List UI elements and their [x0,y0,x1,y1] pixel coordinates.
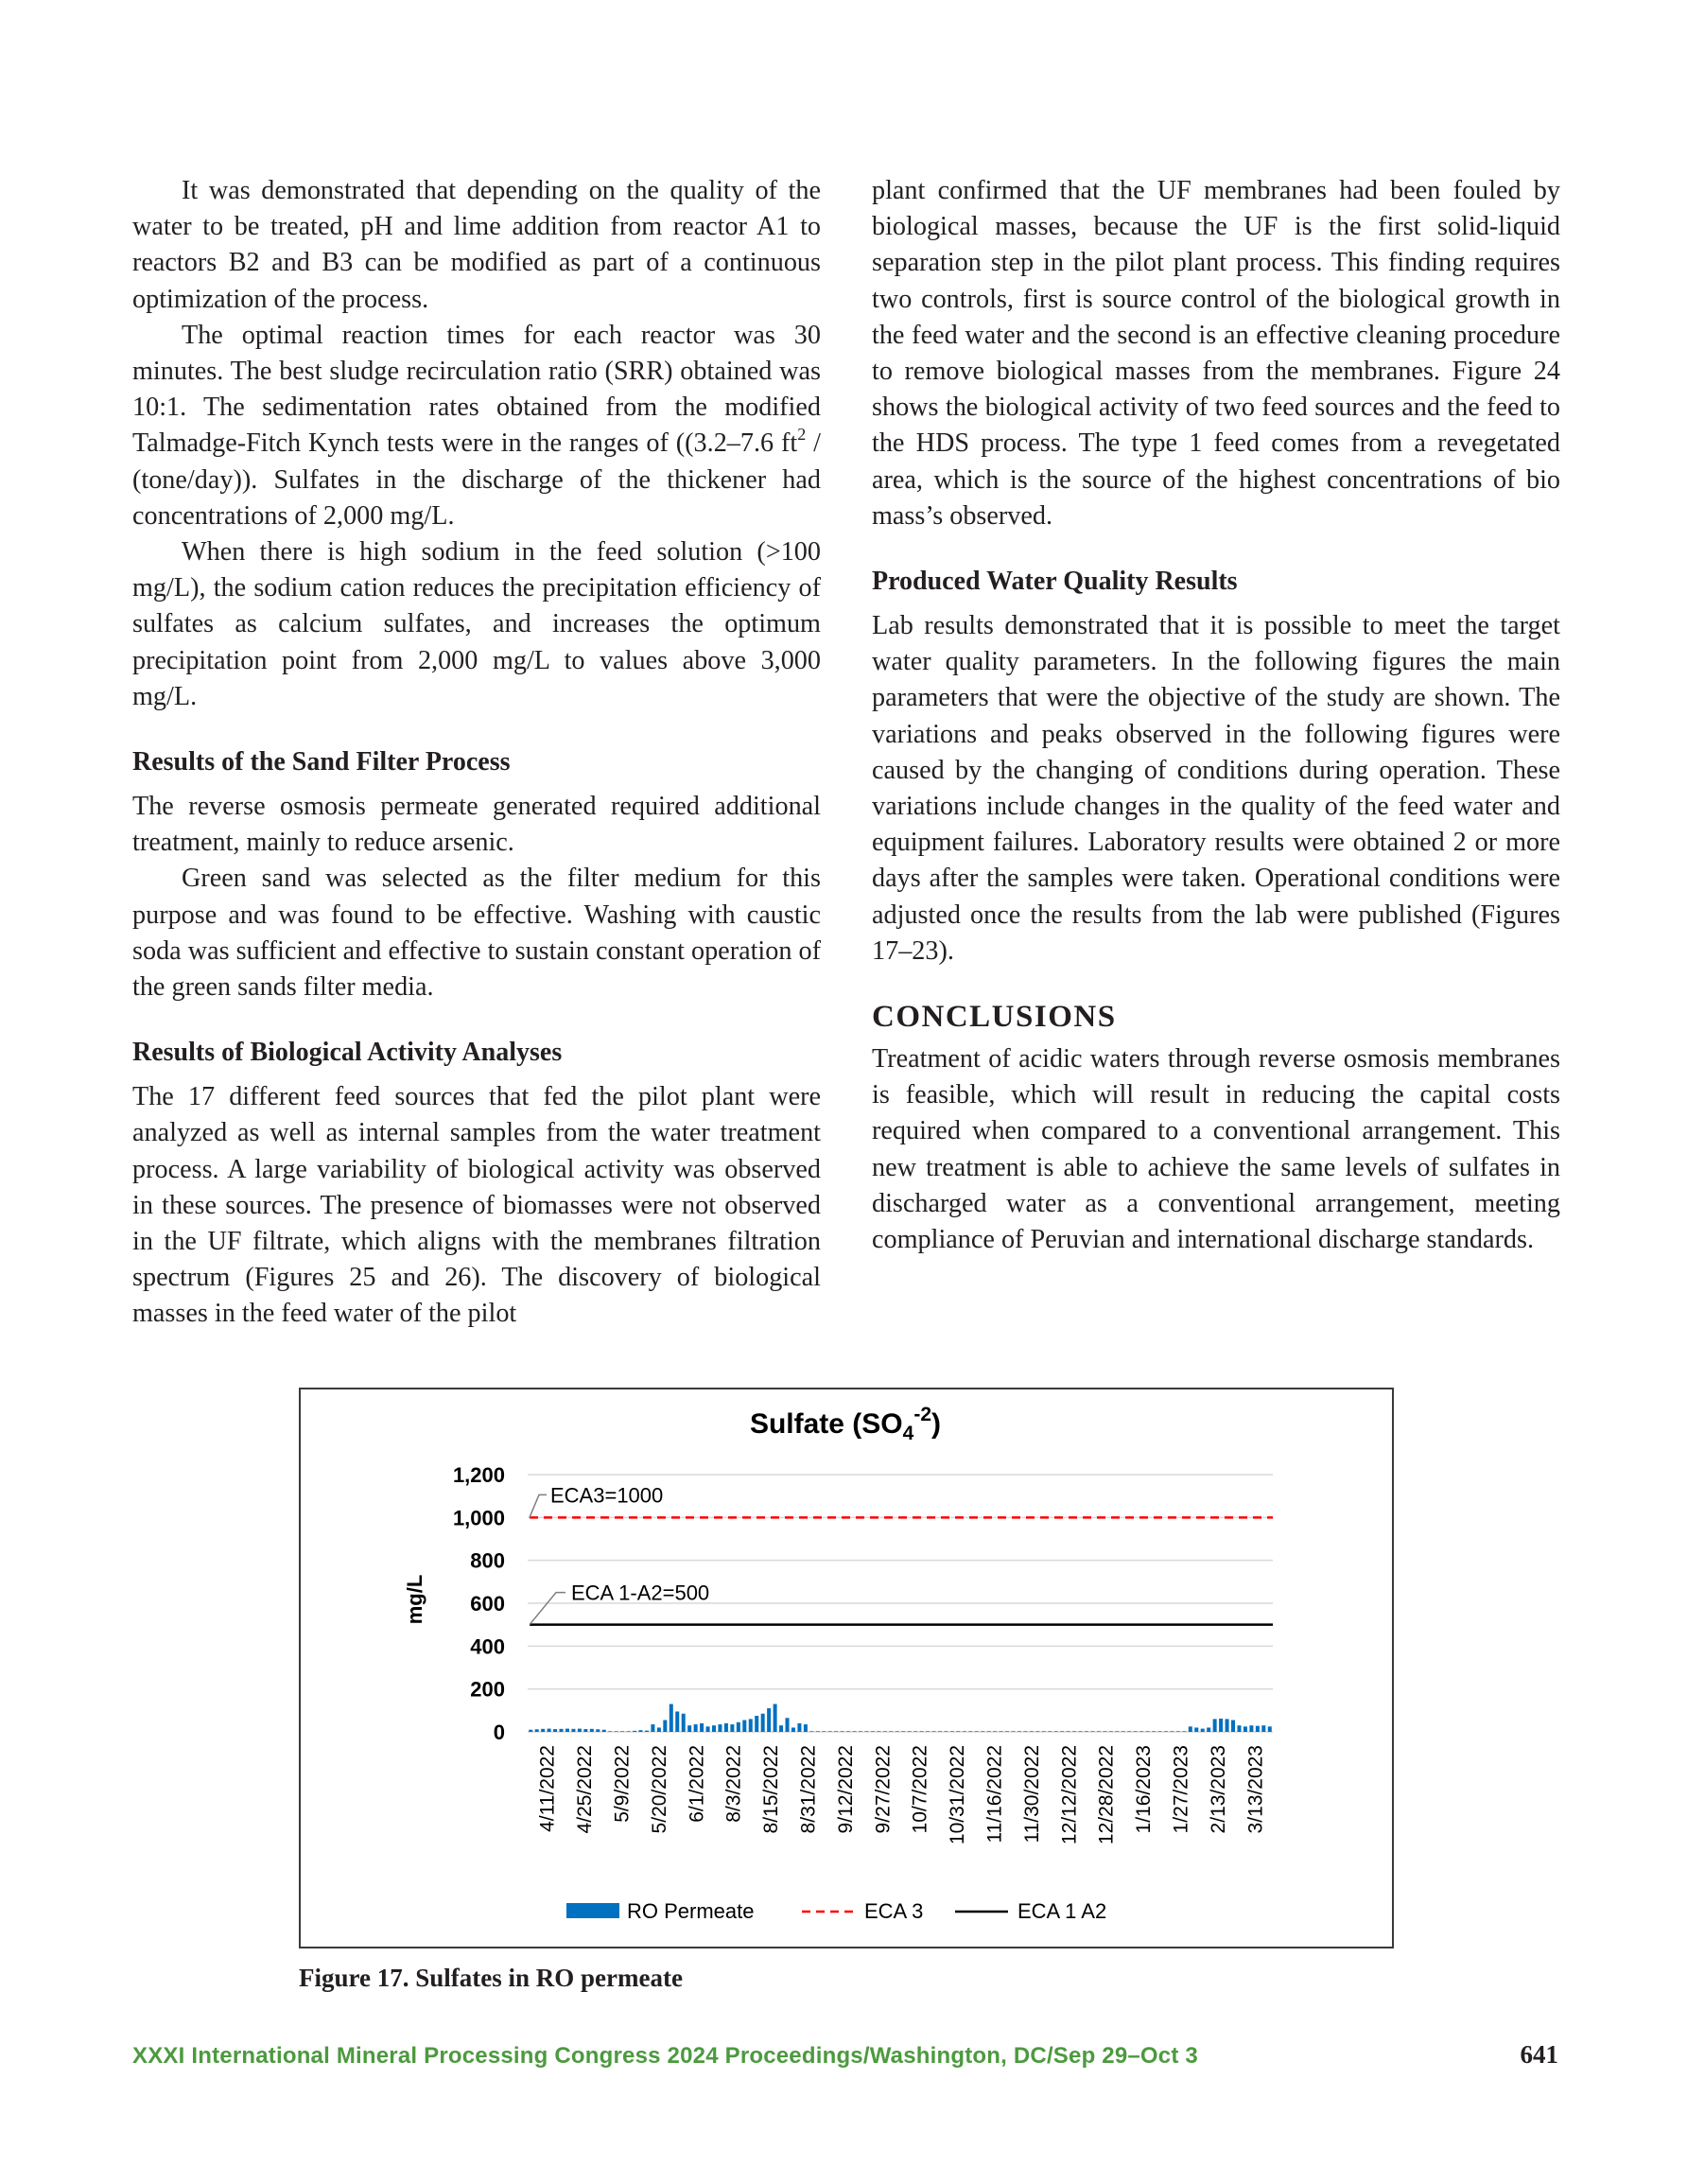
bar-ro-permeate [1067,1731,1070,1732]
bar-ro-permeate [670,1704,673,1732]
bar-ro-permeate [932,1731,936,1732]
bar-ro-permeate [1170,1731,1174,1732]
paragraph: When there is high sodium in the feed solution (>100 mg/L), the sodium cation reduces the precipitation efficiency of sulfates as calcium sulfates, and increases the optimum precipitation point from 2,000 mg/L to values above 3,000 mg/L. [132,537,821,711]
bar-ro-permeate [1085,1731,1088,1732]
eca1-callout [530,1593,565,1625]
bar-ro-permeate [1244,1726,1247,1732]
x-tick-label: 4/11/2022 [536,1745,559,1832]
bar-ro-permeate [663,1721,667,1732]
bar-ro-permeate [896,1731,899,1732]
bar-ro-permeate [779,1725,783,1732]
bar-ro-permeate [864,1731,868,1732]
bar-ro-permeate [553,1729,557,1732]
x-tick-label: 5/9/2022 [611,1745,634,1823]
bar-ro-permeate [981,1731,984,1732]
bar-ro-permeate [816,1731,820,1732]
bar-ro-permeate [1115,1731,1119,1732]
y-tick-label: 600 [470,1592,505,1616]
bar-ro-permeate [1000,1731,1003,1732]
eca1-a2-annotation: ECA 1-A2=500 [571,1581,710,1605]
bar-ro-permeate [786,1718,790,1732]
bar-ro-permeate [1261,1725,1265,1732]
bar-ro-permeate [1097,1731,1101,1732]
bar-ro-permeate [1048,1731,1052,1732]
bar-ro-permeate [1189,1726,1192,1732]
bar-ro-permeate [944,1731,948,1732]
x-tick-label: 12/28/2022 [1095,1745,1118,1845]
paragraph-text: The optimal reaction times for each reactor was 30 minutes. The best sludge recirculation ratio (SRR) obtained was 10:1. The sedimentation rates obtained from the modified Talmadge-Fitch Kynch tests were in the ranges of [132,320,821,459]
bar-ro-permeate [565,1729,569,1732]
bar-ro-permeate [1152,1731,1156,1732]
paragraph [132,318,821,534]
bar-ro-permeate [1213,1719,1217,1732]
legend-label-ro-permeate: RO Permeate [627,1899,755,1923]
bar-ro-permeate [1164,1731,1168,1732]
paragraph: The 17 different feed sources that fed the pilot plant were analyzed as well as internal samples from the water treatment process. A large variability of biological activity was observed in these sources. The presence of biomasses were not observed in the UF filtrate, which aligns with the membranes filtration spectrum (Figures 25 and 26). The discovery of biological masses in the feed water of the pilot [132,1082,821,1329]
bar-ro-permeate [987,1731,991,1732]
section-heading: Results of Biological Activity Analyses [132,1038,563,1068]
bar-ro-permeate [1103,1731,1106,1732]
bar-ro-permeate [1201,1729,1205,1732]
bar-ro-permeate [1030,1731,1034,1732]
bar-ro-permeate [578,1729,582,1732]
x-tick-label: 2/13/2023 [1207,1745,1229,1834]
bar-ro-permeate [1207,1727,1210,1732]
bar-ro-permeate [1011,1731,1015,1732]
bar-ro-permeate [1146,1731,1150,1732]
bar-ro-permeate [963,1731,966,1732]
paragraph: Treatment of acidic waters through reverse osmosis membranes is feasible, which will result in reducing the capital costs required when compared to a conventional arrangement. This new treatment is able to achieve the same levels of sulfates in discharged water as a conventional arrangement, meeting compliance of Peruvian and international discharge standards. [872,1044,1560,1255]
bar-ro-permeate [901,1731,905,1732]
chart-title-main: Sulfate (SO [749,1408,903,1440]
right-column [872,173,1560,1258]
bar-ro-permeate [687,1725,691,1732]
chart-title [750,1404,941,1444]
bar-ro-permeate [755,1716,758,1732]
bar-ro-permeate [749,1719,753,1732]
paragraph: The reverse osmosis permeate generated required additional treatment, mainly to reduce arsenic. [132,792,821,858]
bar-ro-permeate [737,1722,740,1732]
x-tick-label: 1/16/2023 [1133,1745,1156,1834]
bar-ro-permeate [1023,1731,1027,1732]
x-tick-label: 8/15/2022 [760,1745,783,1834]
bar-ro-permeate [596,1729,600,1732]
bar-ro-permeate [889,1731,893,1732]
bar-ro-permeate [871,1731,875,1732]
bar-ro-permeate [620,1731,624,1732]
chart-legend [566,1899,1106,1923]
x-tick-label: 10/31/2022 [947,1745,969,1845]
paragraph: Green sand was selected as the filter medium for this purpose and was found to be effective. Washing with caustic soda was sufficient and effective to sustain constant operation of the green sands filter media. [132,864,821,1003]
bar-ro-permeate [908,1731,912,1732]
bar-ro-permeate [535,1729,539,1732]
formula-superscript: 2 [797,425,807,445]
eca3-annotation: ECA3=1000 [550,1483,664,1508]
x-tick-label: 5/20/2022 [648,1745,670,1834]
x-tick-label: 1/27/2023 [1170,1745,1192,1834]
sulfate-chart-svg [301,1389,1391,1946]
bar-ro-permeate [1219,1719,1223,1732]
left-column [132,173,821,1333]
x-tick-label: 11/16/2022 [983,1745,1006,1843]
bar-ro-permeate [883,1731,887,1732]
y-tick-label: 400 [470,1634,505,1659]
bar-ro-permeate [913,1731,917,1732]
bar-ro-permeate [1090,1731,1094,1732]
bar-ro-permeate [560,1729,564,1732]
x-tick-label: 10/7/2022 [909,1745,931,1834]
bar-ro-permeate [791,1727,795,1732]
legend-label-eca1-a2: ECA 1 A2 [1017,1899,1107,1923]
bar-series-ro-permeate [529,1704,1272,1732]
bar-ro-permeate [938,1731,942,1732]
x-tick-label: 8/31/2022 [797,1745,820,1834]
paragraph: plant confirmed that the UF membranes had been fouled by biological masses, because the UF is the first solid-liquid separation step in the pilot plant process. This finding requires two controls, first is source control of the biological growth in the feed water and the second is an effective cleaning procedure to remove biological masses from the membranes. Figure 24 shows the biological activity of two feed sources and the feed to the HDS process. The type 1 feed comes from a revegetated area, which is the source of the highest concentrations of bio mass’s observed. [872,176,1560,531]
bar-ro-permeate [767,1708,771,1732]
section-heading: Results of the Sand Filter Process [132,747,511,778]
bar-ro-permeate [638,1730,642,1732]
bar-ro-permeate [1109,1731,1113,1732]
bar-ro-permeate [804,1724,808,1732]
bar-ro-permeate [682,1714,686,1732]
paragraph: It was demonstrated that depending on the quality of the water to be treated, pH and lime addition from reactor A1 to reactors B2 and B3 can be modified as part of a continuous optimization of the process. [132,176,821,314]
bar-ro-permeate [975,1731,979,1732]
bar-ro-permeate [846,1731,850,1732]
conclusions-heading: CONCLUSIONS [872,1000,1117,1035]
chart-title-close: ) [931,1408,942,1440]
bar-ro-permeate [1182,1731,1186,1732]
bar-ro-permeate [841,1731,844,1732]
bar-ro-permeate [712,1725,716,1732]
figure-17-chart [299,1388,1394,1948]
bar-ro-permeate [651,1724,654,1732]
x-tick-labels [537,1745,1267,1844]
bar-ro-permeate [926,1731,930,1732]
x-tick-label: 12/12/2022 [1058,1745,1081,1845]
y-tick-label: 200 [470,1677,505,1702]
bar-ro-permeate [1249,1725,1253,1732]
bar-ro-permeate [822,1731,826,1732]
y-tick-label: 1,000 [452,1506,505,1530]
bar-ro-permeate [1158,1731,1162,1732]
figure-caption: Figure 17. Sulfates in RO permeate [299,1964,683,1992]
bar-ro-permeate [774,1704,777,1732]
section-heading: Produced Water Quality Results [872,567,1238,597]
y-tick-label: 1,200 [452,1463,505,1487]
bar-ro-permeate [1017,1731,1021,1732]
bar-ro-permeate [541,1729,545,1732]
formula-start: ((3.2–7.6 ft [675,428,798,459]
chart-title-sup: -2 [913,1404,932,1425]
bar-ro-permeate [529,1730,532,1732]
bar-ro-permeate [1005,1731,1009,1732]
bar-ro-permeate [1176,1731,1180,1732]
footer-proceedings: XXXI International Mineral Processing Congress 2024 Proceedings/Washington, DC/Sep 29–Oct 3 [132,2043,1198,2069]
x-tick-label: 9/27/2022 [872,1745,895,1834]
bar-ro-permeate [742,1721,746,1732]
chart-title-sub: 4 [902,1423,914,1444]
bar-ro-permeate [1035,1731,1039,1732]
bar-ro-permeate [1231,1721,1235,1732]
bar-ro-permeate [1237,1725,1241,1732]
bar-ro-permeate [590,1729,594,1732]
bar-ro-permeate [694,1724,698,1732]
legend-swatch-ro-permeate [566,1903,619,1918]
y-tick-labels [453,1463,505,1744]
bar-ro-permeate [968,1731,972,1732]
bar-ro-permeate [1226,1719,1229,1732]
bar-ro-permeate [1060,1731,1064,1732]
bar-ro-permeate [956,1731,960,1732]
bar-ro-permeate [706,1726,710,1732]
bar-ro-permeate [602,1730,606,1732]
bar-ro-permeate [657,1727,661,1732]
bar-ro-permeate [761,1714,765,1732]
x-tick-label: 4/25/2022 [574,1745,597,1834]
y-tick-label: 0 [493,1721,505,1744]
bar-ro-permeate [700,1723,704,1732]
page-number: 641 [1520,2040,1558,2069]
legend-label-eca3: ECA 3 [864,1899,924,1923]
x-tick-label: 9/12/2022 [834,1745,857,1834]
bar-ro-permeate [828,1731,832,1732]
y-tick-label: 800 [470,1548,505,1573]
bar-ro-permeate [627,1731,631,1732]
x-tick-label: 11/30/2022 [1020,1745,1043,1843]
bar-ro-permeate [877,1731,880,1732]
bar-ro-permeate [1054,1731,1058,1732]
bar-ro-permeate [1139,1731,1143,1732]
bar-ro-permeate [809,1731,813,1732]
bar-ro-permeate [1042,1731,1046,1732]
bar-ro-permeate [1268,1726,1272,1732]
bar-ro-permeate [859,1731,862,1732]
paragraph: Lab results demonstrated that it is possible to meet the target water quality parameters. In the following figures the main parameters that were the objective of the study are shown. The variations and peaks observed in the following figures were caused by the changing of conditions during operation. These variations include changes in the quality of the feed water and equipment failures. Laboratory results were obtained 2 or more days after the samples were taken. Operational conditions were adjusted once the results from the lab were published (Figures 17–23). [872,611,1560,966]
bar-ro-permeate [645,1731,649,1732]
bar-ro-permeate [608,1731,612,1732]
paragraph-text-end: / (tone/day)). Sulfates in the discharge of the thickener had concentrations of 2,000 mg/L. [132,428,821,531]
bar-ro-permeate [1127,1731,1131,1732]
y-axis-label: mg/L [403,1574,426,1625]
x-tick-label: 8/3/2022 [722,1745,745,1823]
bar-ro-permeate [950,1731,954,1732]
bar-ro-permeate [834,1731,838,1732]
eca3-callout [530,1494,547,1517]
bar-ro-permeate [1134,1731,1138,1732]
bar-ro-permeate [724,1723,728,1732]
bar-ro-permeate [571,1729,575,1732]
bar-ro-permeate [993,1731,997,1732]
x-tick-label: 3/13/2023 [1244,1745,1267,1834]
bar-ro-permeate [853,1731,857,1732]
bar-ro-permeate [718,1724,722,1732]
bar-ro-permeate [1194,1727,1198,1732]
bar-ro-permeate [920,1731,924,1732]
bar-ro-permeate [1256,1726,1260,1732]
bar-ro-permeate [583,1729,587,1732]
x-tick-label: 6/1/2022 [686,1745,708,1823]
bar-ro-permeate [548,1729,551,1732]
bar-ro-permeate [730,1724,734,1732]
bar-ro-permeate [1072,1731,1076,1732]
bar-ro-permeate [1122,1731,1125,1732]
bar-ro-permeate [615,1731,618,1732]
bar-ro-permeate [797,1723,801,1732]
bar-ro-permeate [1079,1731,1083,1732]
bar-ro-permeate [633,1731,636,1732]
bar-ro-permeate [675,1711,679,1732]
